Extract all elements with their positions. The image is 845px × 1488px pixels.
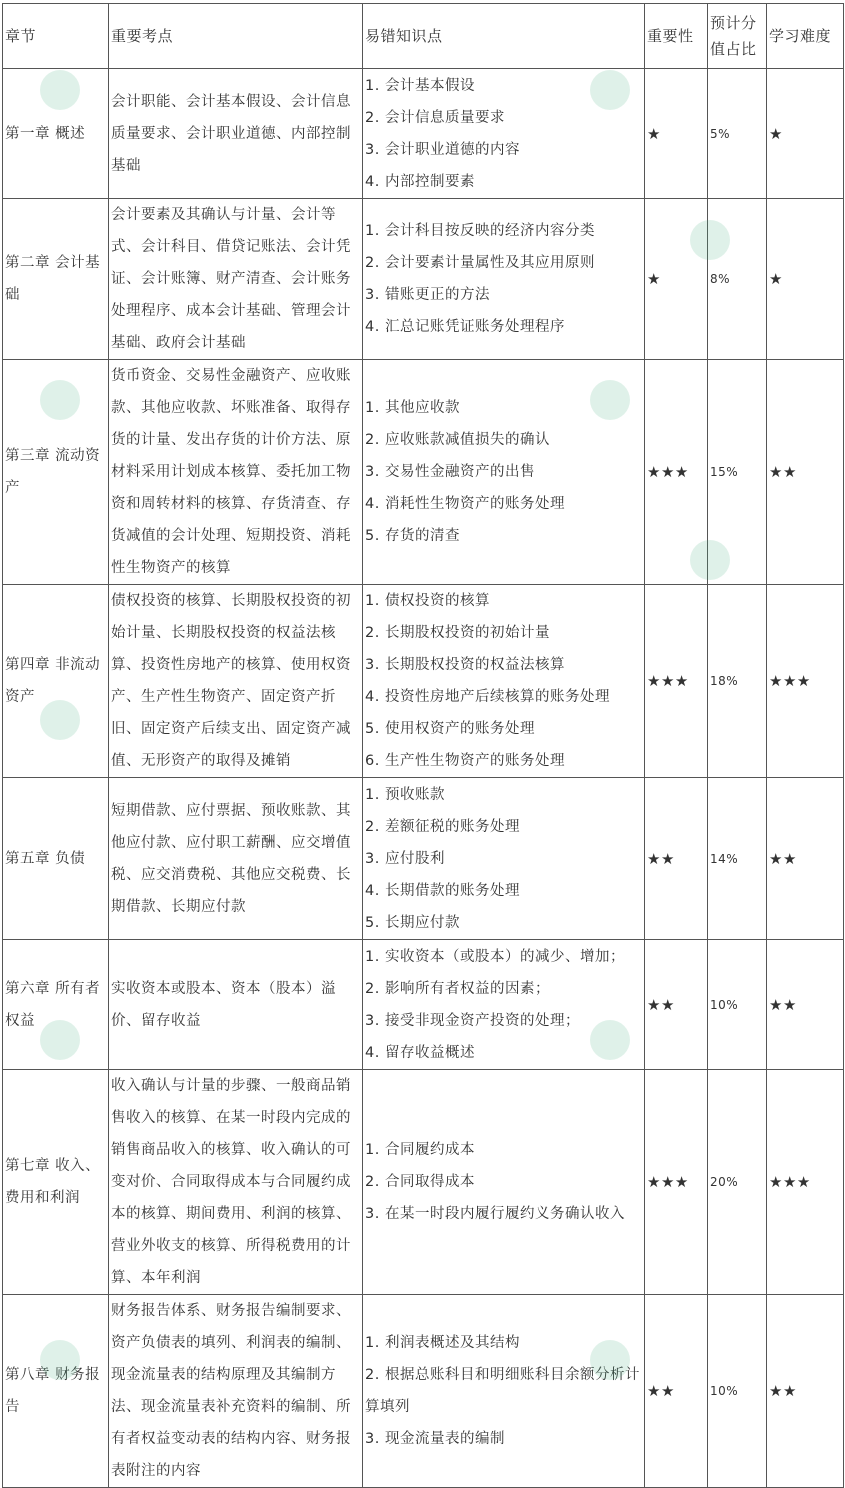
share-cell: 18% — [708, 585, 767, 778]
difficulty-cell: ★★ — [767, 360, 844, 585]
error-item: 3. 长期股权投资的权益法核算 — [365, 657, 565, 673]
errors-cell — [363, 1295, 645, 1488]
error-item: 3. 会计职业道德的内容 — [365, 141, 520, 158]
share-cell: 14% — [708, 778, 767, 940]
error-item: 4. 汇总记账凭证账务处理程序 — [365, 319, 565, 335]
error-item: 4. 长期借款的账务处理 — [365, 882, 520, 899]
error-item: 2. 合同取得成本 — [365, 1174, 475, 1190]
error-item: 5. 长期应付款 — [365, 914, 460, 931]
error-item: 1. 合同履约成本 — [365, 1142, 475, 1158]
header-difficulty: 学习难度 — [767, 4, 844, 69]
error-item: 1. 会计基本假设 — [365, 77, 475, 94]
error-item: 2. 应收账款减值损失的确认 — [365, 432, 550, 448]
table-row — [3, 1070, 844, 1295]
difficulty-cell: ★★ — [767, 1295, 844, 1488]
key-points-cell: 财务报告体系、财务报告编制要求、资产负债表的填列、利润表的编制、现金流量表的结构原理及其编制方法、现金流量表补充资料的编制、所有者权益变动表的结构内容、财务报表附注的内容 — [109, 1295, 363, 1488]
key-points-cell: 会计要素及其确认与计量、会计等式、会计科目、借贷记账法、会计凭证、会计账簿、财产清查、会计账务处理程序、成本会计基础、管理会计基础、政府会计基础 — [109, 199, 363, 360]
error-item: 2. 根据总账科目和明细账科目余额分析计算填列 — [365, 1367, 640, 1415]
importance-cell: ★ — [645, 69, 708, 199]
error-item: 4. 留存收益概述 — [365, 1044, 475, 1061]
errors-cell — [363, 69, 645, 199]
key-points-cell: 债权投资的核算、长期股权投资的初始计量、长期股权投资的权益法核算、投资性房地产的核算、使用权资产、生产性生物资产、固定资产折旧、固定资产后续支出、固定资产减值、无形资产的取得及摊销 — [109, 585, 363, 778]
error-item: 1. 利润表概述及其结构 — [365, 1335, 520, 1351]
importance-cell: ★★ — [645, 940, 708, 1070]
header-row — [3, 4, 844, 69]
difficulty-cell: ★ — [767, 69, 844, 199]
key-points-cell: 实收资本或股本、资本（股本）溢价、留存收益 — [109, 940, 363, 1070]
header-key-points: 重要考点 — [109, 4, 363, 69]
chapter-cell: 第七章 收入、费用和利润 — [3, 1070, 109, 1295]
importance-cell: ★★ — [645, 1295, 708, 1488]
table-row — [3, 778, 844, 940]
error-item: 5. 使用权资产的账务处理 — [365, 721, 535, 737]
chapter-cell: 第五章 负债 — [3, 778, 109, 940]
key-points-cell: 短期借款、应付票据、预收账款、其他应付款、应付职工薪酬、应交增值税、应交消费税、其他应交税费、长期借款、长期应付款 — [109, 778, 363, 940]
importance-cell: ★ — [645, 199, 708, 360]
key-points-cell: 货币资金、交易性金融资产、应收账款、其他应收款、坏账准备、取得存货的计量、发出存货的计价方法、原材料采用计划成本核算、委托加工物资和周转材料的核算、存货清查、存货减值的会计处理、短期投资、消耗性生物资产的核算 — [109, 360, 363, 585]
table-row — [3, 585, 844, 778]
errors-cell — [363, 585, 645, 778]
chapter-cell: 第三章 流动资产 — [3, 360, 109, 585]
difficulty-cell: ★★★ — [767, 1070, 844, 1295]
error-item: 3. 接受非现金资产投资的处理； — [365, 1012, 580, 1029]
header-errors: 易错知识点 — [363, 4, 645, 69]
share-cell: 10% — [708, 940, 767, 1070]
error-item: 3. 现金流量表的编制 — [365, 1431, 505, 1447]
table-row — [3, 360, 844, 585]
errors-cell — [363, 778, 645, 940]
error-item: 3. 应付股利 — [365, 850, 445, 867]
error-item: 4. 投资性房地产后续核算的账务处理 — [365, 689, 610, 705]
knowledge-table — [2, 3, 844, 1488]
header-share: 预计分值占比 — [708, 4, 767, 69]
chapter-cell: 第二章 会计基础 — [3, 199, 109, 360]
error-item: 6. 生产性生物资产的账务处理 — [365, 753, 565, 769]
chapter-cell: 第一章 概述 — [3, 69, 109, 199]
share-cell: 8% — [708, 199, 767, 360]
share-cell: 15% — [708, 360, 767, 585]
error-item: 1. 会计科目按反映的经济内容分类 — [365, 223, 595, 239]
table-row — [3, 199, 844, 360]
share-cell: 20% — [708, 1070, 767, 1295]
error-item: 2. 影响所有者权益的因素； — [365, 980, 550, 997]
errors-cell — [363, 1070, 645, 1295]
error-item: 1. 债权投资的核算 — [365, 593, 490, 609]
key-points-cell: 会计职能、会计基本假设、会计信息质量要求、会计职业道德、内部控制基础 — [109, 69, 363, 199]
difficulty-cell: ★★ — [767, 778, 844, 940]
table-row — [3, 69, 844, 199]
key-points-cell: 收入确认与计量的步骤、一般商品销售收入的核算、在某一时段内完成的销售商品收入的核算、收入确认的可变对价、合同取得成本与合同履约成本的核算、期间费用、利润的核算、营业外收支的核算、所得税费用的计算、本年利润 — [109, 1070, 363, 1295]
importance-cell: ★★★ — [645, 1070, 708, 1295]
table-row — [3, 1295, 844, 1488]
chapter-cell: 第四章 非流动资产 — [3, 585, 109, 778]
chapter-cell: 第八章 财务报告 — [3, 1295, 109, 1488]
error-item: 4. 消耗性生物资产的账务处理 — [365, 496, 565, 512]
error-item: 2. 会计要素计量属性及其应用原则 — [365, 255, 595, 271]
difficulty-cell: ★★ — [767, 940, 844, 1070]
error-item: 3. 交易性金融资产的出售 — [365, 464, 535, 480]
error-item: 3. 在某一时段内履行履约义务确认收入 — [365, 1206, 625, 1222]
difficulty-cell: ★ — [767, 199, 844, 360]
share-cell: 5% — [708, 69, 767, 199]
error-item: 1. 其他应收款 — [365, 400, 460, 416]
error-item: 2. 会计信息质量要求 — [365, 109, 505, 126]
error-item: 2. 长期股权投资的初始计量 — [365, 625, 550, 641]
errors-cell — [363, 940, 645, 1070]
error-item: 4. 内部控制要素 — [365, 173, 475, 190]
errors-cell — [363, 360, 645, 585]
header-importance: 重要性 — [645, 4, 708, 69]
error-item: 5. 存货的清查 — [365, 528, 460, 544]
table-row — [3, 940, 844, 1070]
importance-cell: ★★★ — [645, 360, 708, 585]
importance-cell: ★★★ — [645, 585, 708, 778]
difficulty-cell: ★★★ — [767, 585, 844, 778]
error-item: 1. 实收资本（或股本）的减少、增加； — [365, 948, 625, 965]
chapter-cell: 第六章 所有者权益 — [3, 940, 109, 1070]
error-item: 2. 差额征税的账务处理 — [365, 818, 520, 835]
error-item: 3. 错账更正的方法 — [365, 287, 490, 303]
importance-cell: ★★ — [645, 778, 708, 940]
header-chapter: 章节 — [3, 4, 109, 69]
share-cell: 10% — [708, 1295, 767, 1488]
errors-cell — [363, 199, 645, 360]
error-item: 1. 预收账款 — [365, 786, 445, 803]
